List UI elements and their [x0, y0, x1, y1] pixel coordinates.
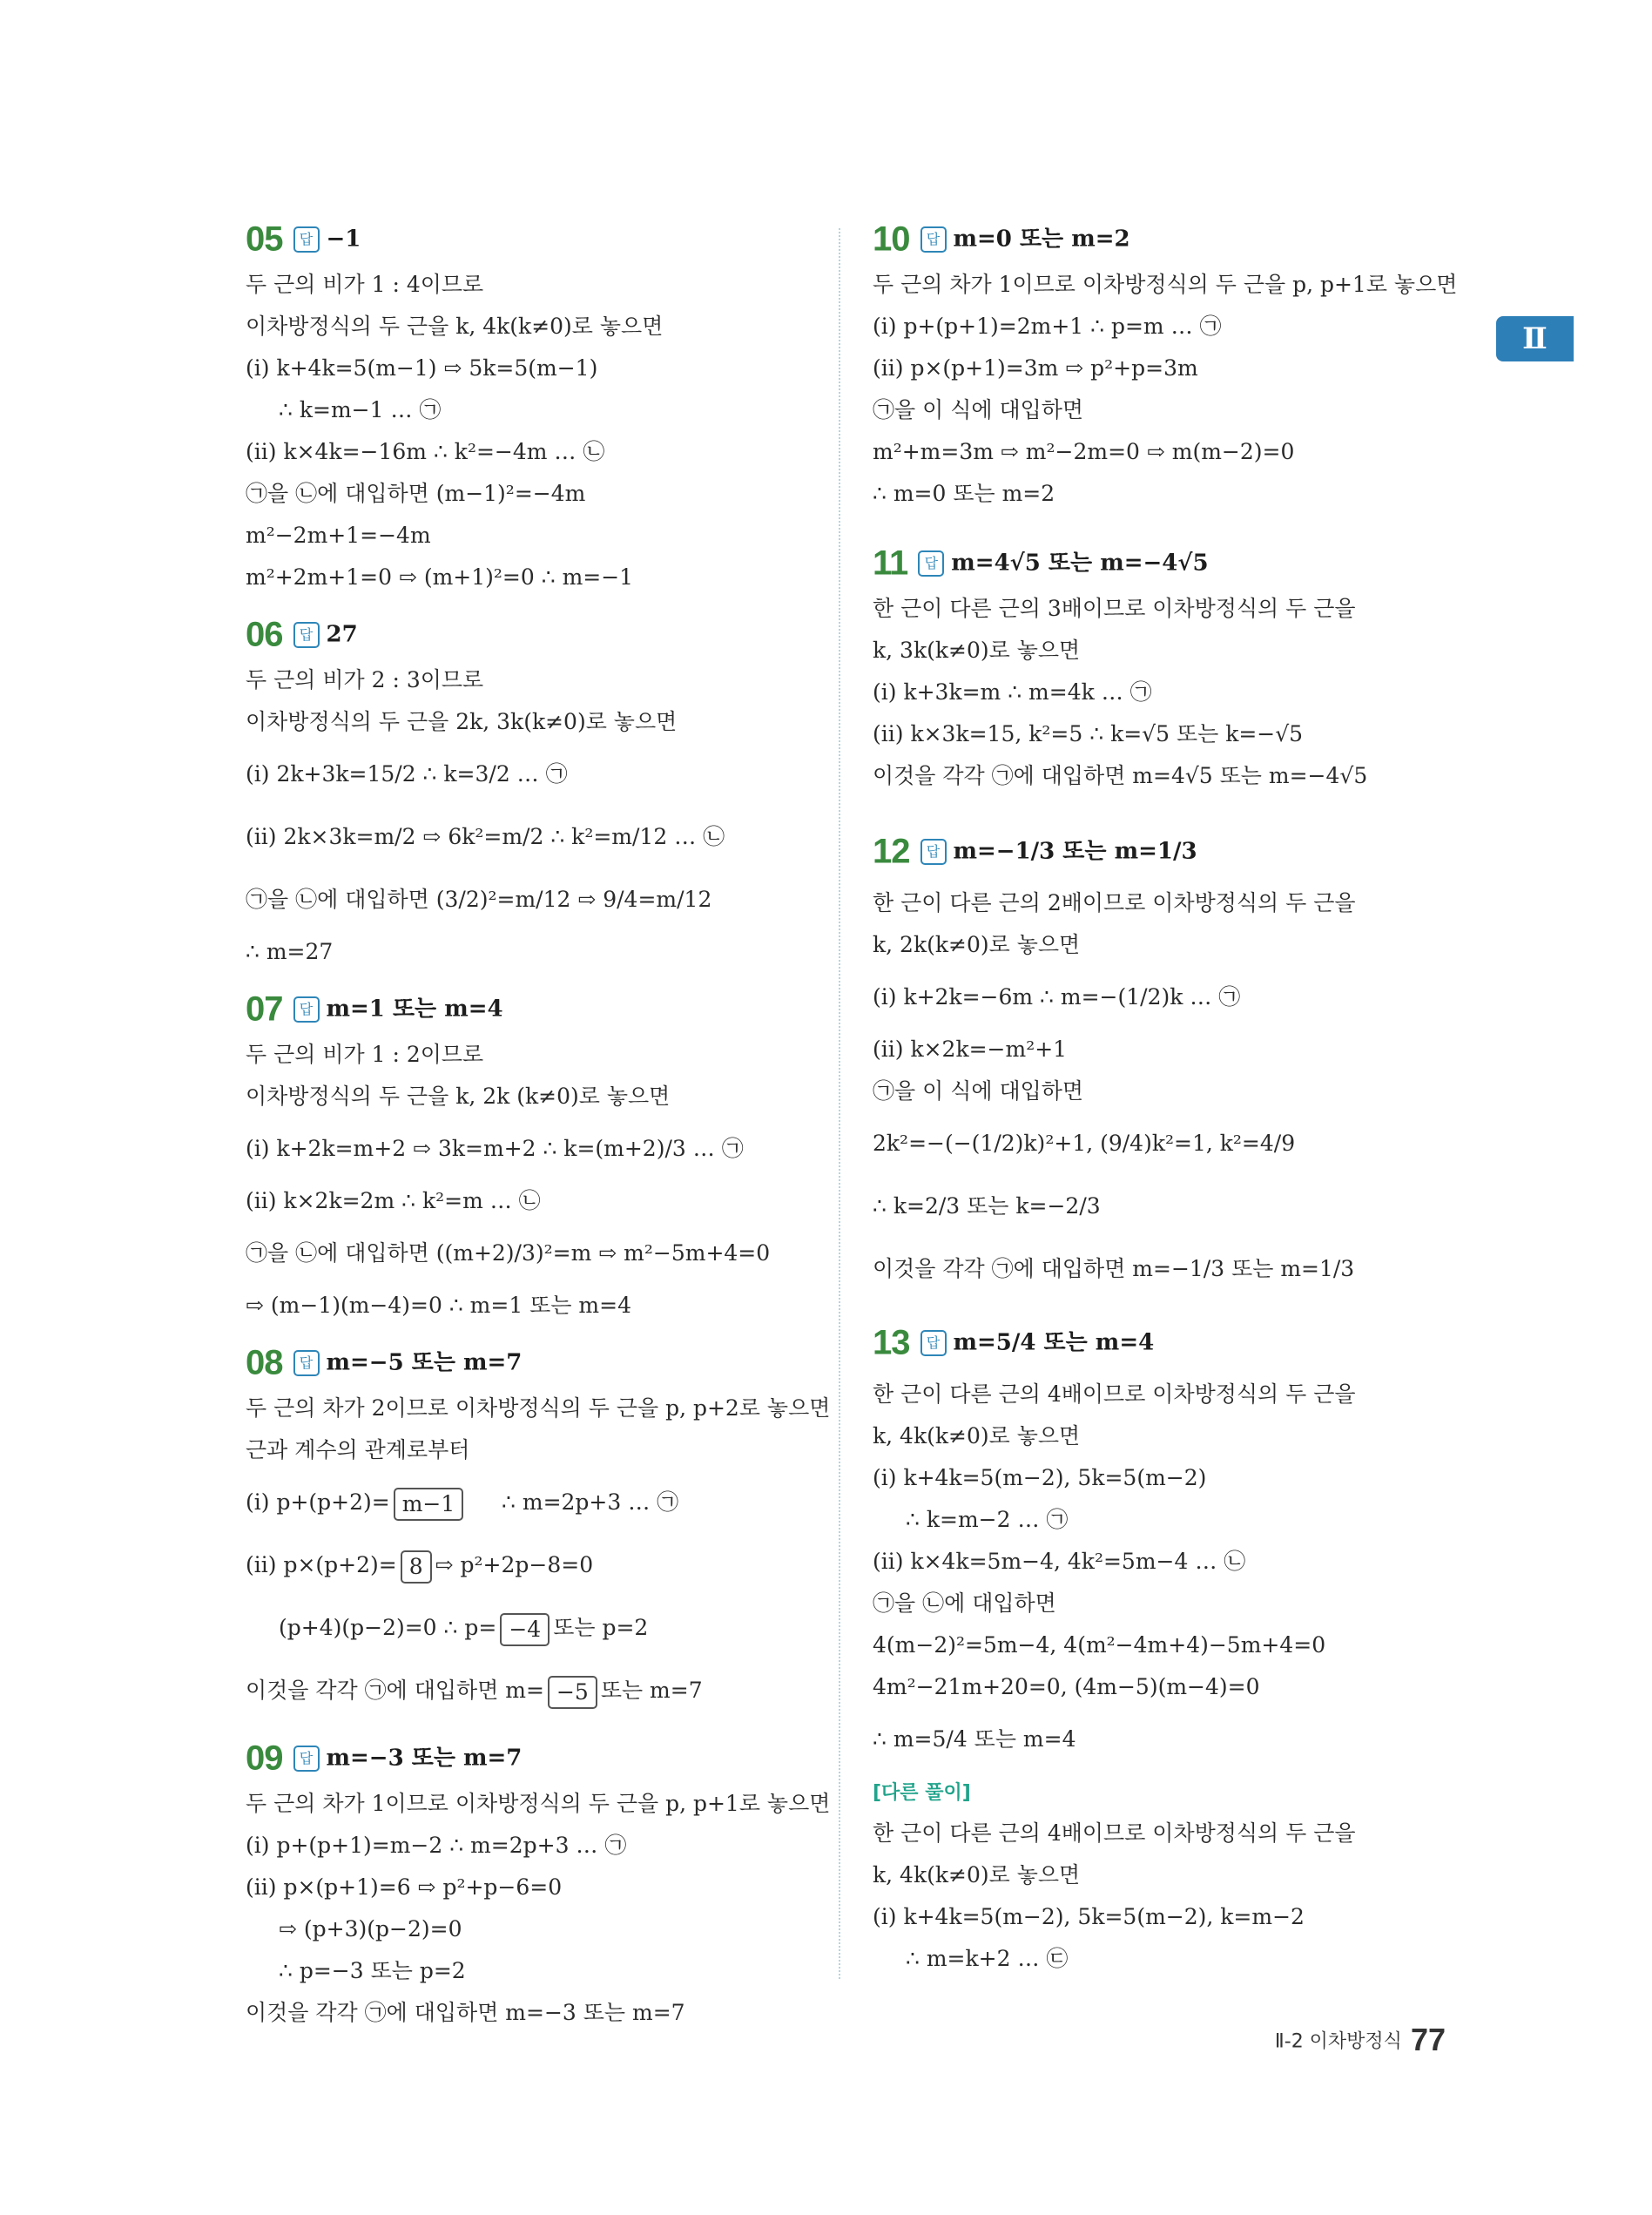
problem-number: 09 [246, 1739, 283, 1778]
answer-text: −1 [326, 226, 361, 253]
problem-number: 05 [246, 219, 283, 259]
line-text: 또는 m=7 [600, 1678, 703, 1703]
left-column [246, 213, 831, 2034]
solution-line: k, 4k(k≠0)로 놓으면 [873, 1423, 1081, 1449]
answer-text: m=5/4 또는 m=4 [953, 1329, 1155, 1356]
problem-08-header [246, 1337, 812, 1388]
solution-line [246, 1471, 812, 1534]
solution-line: m²+2m+1=0 ⇨ (m+1)²=0 ∴ m=−1 [246, 564, 634, 590]
problem-number: 10 [873, 219, 910, 259]
line-text: (p+4)(p−2)=0 ∴ p= [279, 1615, 497, 1640]
solution-line: k, 4k(k≠0)로 놓으면 [873, 1862, 1081, 1887]
solution-line: k, 2k(k≠0)로 놓으면 [873, 932, 1081, 957]
solution-line: 이차방정식의 두 근을 k, 4k(k≠0)로 놓으면 [246, 314, 664, 339]
answer-text: 27 [326, 621, 358, 648]
solution-line: (ⅱ) k×3k=15, k²=5 ∴ k=√5 또는 k=−√5 [873, 721, 1304, 746]
solution-line [246, 1597, 812, 1659]
answer-badge: 답 [293, 1746, 320, 1772]
solution-line: (ⅱ) k×4k=−16m ∴ k²=−4m … ㉡ [246, 439, 605, 464]
solution-line: (ⅱ) p×(p+1)=3m ⇨ p²+p=3m [873, 355, 1198, 381]
line-text: ⇨ p²+2p−8=0 [435, 1552, 594, 1577]
solution-line: ㉠을 이 식에 대입하면 [873, 1078, 1084, 1104]
answer-box: −4 [500, 1613, 550, 1646]
solution-line [246, 1659, 812, 1722]
page-number: 77 [1410, 2022, 1446, 2057]
problem-number: 08 [246, 1343, 283, 1382]
solution-line: 4m²−21m+20=0, (4m−5)(m−4)=0 [873, 1674, 1260, 1699]
solution-line: (ⅰ) k+4k=5(m−1) ⇨ 5k=5(m−1) [246, 355, 598, 381]
solution-line: 이차방정식의 두 근을 k, 2k (k≠0)로 놓으면 [246, 1084, 671, 1109]
solution-line: 이것을 각각 ㉠에 대입하면 m=4√5 또는 m=−4√5 [873, 763, 1368, 788]
problem-07-header [246, 983, 812, 1034]
solution-line: 4(m−2)²=5m−4, 4(m²−4m+4)−5m+4=0 [873, 1632, 1326, 1658]
answer-badge: 답 [920, 226, 947, 253]
problem-08 [246, 1337, 831, 1722]
solution-line: ㉠을 ㉡에 대입하면 (3/2)²=m/12 ⇨ 9/4=m/12 [246, 887, 712, 912]
solution-line: ∴ p=−3 또는 p=2 [279, 1958, 466, 1983]
solution-line: 두 근의 차가 1이므로 이차방정식의 두 근을 p, p+1로 놓으면 [246, 1791, 831, 1816]
solution-line: (ⅱ) k×2k=−m²+1 [873, 1037, 1068, 1062]
line-text: ∴ m=2p+3 … ㉠ [502, 1489, 679, 1515]
problem-12-header [873, 820, 1447, 882]
solution-line: 한 근이 다른 근의 2배이므로 이차방정식의 두 근을 [873, 890, 1356, 915]
problem-06 [246, 609, 812, 973]
problem-number: 07 [246, 989, 283, 1029]
answer-text: m=−1/3 또는 m=1/3 [953, 838, 1197, 865]
solution-line: (ⅰ) k+4k=5(m−2), 5k=5(m−2), k=m−2 [873, 1904, 1305, 1929]
answer-badge: 답 [293, 622, 320, 648]
answer-text: m=4√5 또는 m=−4√5 [951, 550, 1209, 577]
solution-line: 두 근의 차가 1이므로 이차방정식의 두 근을 p, p+1로 놓으면 [873, 272, 1458, 297]
solution-line: 이차방정식의 두 근을 2k, 3k(k≠0)로 놓으면 [246, 709, 678, 734]
solution-line: 한 근이 다른 근의 4배이므로 이차방정식의 두 근을 [873, 1381, 1356, 1407]
problem-number: 06 [246, 615, 283, 654]
solution-line: k, 3k(k≠0)로 놓으면 [873, 638, 1081, 663]
problem-13 [873, 1311, 1447, 1980]
problem-09 [246, 1732, 831, 2034]
answer-badge: 답 [920, 839, 947, 865]
problem-06-header [246, 609, 812, 659]
problem-number: 13 [873, 1323, 910, 1362]
solution-line: ∴ m=27 [246, 939, 334, 964]
solution-line: ㉠을 ㉡에 대입하면 (m−1)²=−4m [246, 481, 586, 506]
answer-text: m=1 또는 m=4 [326, 996, 503, 1023]
answer-text: m=0 또는 m=2 [953, 226, 1130, 253]
solution-line: (ⅰ) p+(p+1)=m−2 ∴ m=2p+3 … ㉠ [246, 1833, 627, 1858]
solution-line [246, 1534, 812, 1597]
solution-line: (ⅰ) k+2k=−6m ∴ m=−(1/2)k … ㉠ [873, 984, 1241, 1010]
answer-badge: 답 [293, 1350, 320, 1376]
solution-line: ∴ m=0 또는 m=2 [873, 481, 1055, 506]
solution-line: m²+m=3m ⇨ m²−2m=0 ⇨ m(m−2)=0 [873, 439, 1295, 464]
problem-07 [246, 983, 812, 1327]
answer-box: 8 [401, 1550, 432, 1584]
solution-line: ⇨ (m−1)(m−4)=0 ∴ m=1 또는 m=4 [246, 1293, 631, 1318]
solution-line: (ⅰ) k+2k=m+2 ⇨ 3k=m+2 ∴ k=(m+2)/3 … ㉠ [246, 1136, 744, 1161]
page-footer [1254, 2022, 1446, 2065]
answer-text: m=−5 또는 m=7 [326, 1349, 523, 1376]
solution-line: 근과 계수의 관계로부터 [246, 1437, 470, 1462]
problem-10-header [873, 213, 1447, 264]
solution-line: (ⅰ) k+3k=m ∴ m=4k … ㉠ [873, 679, 1152, 705]
solution-line: 두 근의 비가 2 : 3이므로 [246, 667, 484, 692]
solution-line: 두 근의 비가 1 : 4이므로 [246, 272, 484, 297]
solution-line: ∴ k=m−1 … ㉠ [279, 397, 442, 422]
problem-11 [873, 537, 1447, 797]
line-text: 또는 p=2 [553, 1615, 649, 1640]
alt-label-text: [다른 풀이] [873, 1782, 971, 1804]
solution-line: 두 근의 차가 2이므로 이차방정식의 두 근을 p, p+2로 놓으면 [246, 1395, 831, 1421]
answer-badge: 답 [920, 1330, 947, 1356]
solution-line: ⇨ (p+3)(p−2)=0 [279, 1916, 462, 1942]
column-divider [839, 228, 840, 1979]
problem-11-header [873, 537, 1447, 588]
right-column [873, 213, 1458, 1980]
alt-solution-label [873, 1771, 1447, 1813]
solution-line: 한 근이 다른 근의 3배이므로 이차방정식의 두 근을 [873, 596, 1356, 621]
problem-05 [246, 213, 812, 598]
problem-number: 12 [873, 832, 910, 871]
solution-line: ∴ k=2/3 또는 k=−2/3 [873, 1193, 1101, 1219]
answer-badge: 답 [293, 226, 320, 253]
footer-section: Ⅱ-2 이차방정식 [1274, 2030, 1402, 2053]
solution-line: 한 근이 다른 근의 4배이므로 이차방정식의 두 근을 [873, 1820, 1356, 1846]
line-text: (ⅱ) p×(p+2)= [246, 1552, 397, 1577]
answer-badge: 답 [918, 550, 944, 577]
line-text: (ⅰ) p+(p+2)= [246, 1489, 390, 1515]
problem-12 [873, 820, 1447, 1300]
solution-line: ㉠을 ㉡에 대입하면 [873, 1590, 1056, 1616]
answer-box: −5 [548, 1676, 597, 1709]
solution-line: (ⅰ) p+(p+1)=2m+1 ∴ p=m … ㉠ [873, 314, 1222, 339]
solution-line: (ⅱ) k×4k=5m−4, 4k²=5m−4 … ㉡ [873, 1549, 1246, 1574]
solution-line: 두 근의 비가 1 : 2이므로 [246, 1042, 484, 1067]
solution-line: 이것을 각각 ㉠에 대입하면 m=−1/3 또는 m=1/3 [873, 1256, 1355, 1281]
problem-09-header [246, 1732, 812, 1783]
solution-line: (ⅰ) 2k+3k=15/2 ∴ k=3/2 … ㉠ [246, 761, 568, 787]
solution-line: ∴ m=k+2 … ㉢ [906, 1946, 1069, 1971]
problem-10 [873, 213, 1458, 515]
solution-line: ㉠을 ㉡에 대입하면 ((m+2)/3)²=m ⇨ m²−5m+4=0 [246, 1240, 771, 1266]
solution-line: (ⅱ) k×2k=2m ∴ k²=m … ㉡ [246, 1188, 541, 1213]
solution-line: (ⅱ) 2k×3k=m/2 ⇨ 6k²=m/2 ∴ k²=m/12 … ㉡ [246, 824, 725, 849]
solution-line: (ⅱ) p×(p+1)=6 ⇨ p²+p−6=0 [246, 1874, 563, 1900]
answer-box: m−1 [394, 1488, 464, 1521]
problem-13-header [873, 1311, 1447, 1374]
solution-line: ∴ m=5/4 또는 m=4 [873, 1726, 1076, 1752]
solution-line: ㉠을 이 식에 대입하면 [873, 397, 1084, 422]
solution-line: (ⅰ) k+4k=5(m−2), 5k=5(m−2) [873, 1465, 1207, 1490]
problem-05-header [246, 213, 812, 264]
solution-line: 2k²=−(−(1/2)k)²+1, (9/4)k²=1, k²=4/9 [873, 1131, 1296, 1156]
solution-line: ∴ k=m−2 … ㉠ [906, 1507, 1069, 1532]
answer-text: m=−3 또는 m=7 [326, 1745, 523, 1772]
chapter-tab: Ⅱ [1496, 316, 1574, 361]
answer-badge: 답 [293, 996, 320, 1023]
line-text: 이것을 각각 ㉠에 대입하면 m= [246, 1678, 544, 1703]
solution-line: 이것을 각각 ㉠에 대입하면 m=−3 또는 m=7 [246, 2000, 685, 2025]
problem-number: 11 [873, 544, 908, 583]
solution-line: m²−2m+1=−4m [246, 523, 431, 548]
